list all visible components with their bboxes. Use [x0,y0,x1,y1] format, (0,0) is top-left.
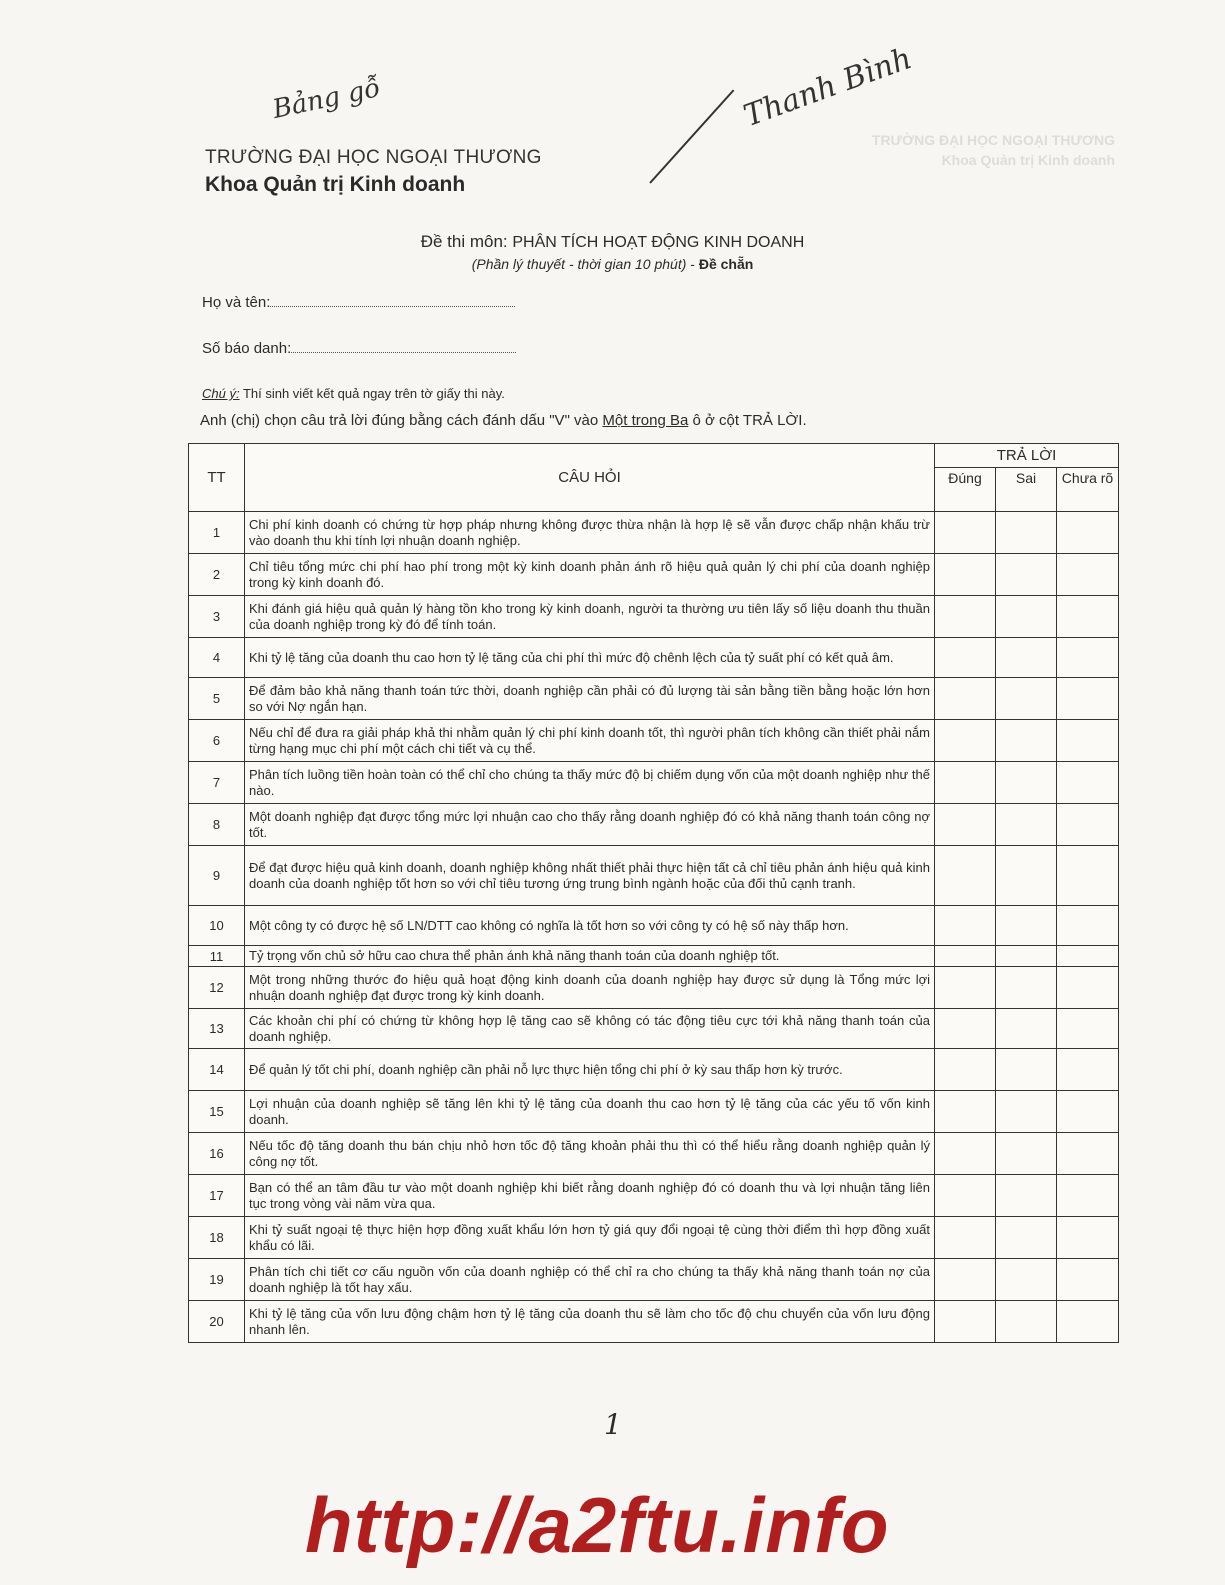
answer-unclear-cell[interactable] [1057,906,1119,946]
answer-unclear-cell[interactable] [1057,1259,1119,1301]
answer-true-cell[interactable] [935,638,996,678]
question-number: 3 [189,596,245,638]
answer-true-cell[interactable] [935,1175,996,1217]
answer-unclear-cell[interactable] [1057,846,1119,906]
question-text: Chi phí kinh doanh có chứng từ hợp pháp nhưng không được thừa nhận là hợp lệ sẽ vẫn được chấp nhận khấu trừ vào doanh thu khi tính lợi nhuận doanh nghiệp. [245,512,935,554]
answer-unclear-cell[interactable] [1057,762,1119,804]
answer-unclear-cell[interactable] [1057,1217,1119,1259]
answer-true-cell[interactable] [935,1091,996,1133]
name-field[interactable] [202,294,515,311]
answer-false-cell[interactable] [996,1133,1057,1175]
answer-false-cell[interactable] [996,678,1057,720]
answer-false-cell[interactable] [996,1301,1057,1343]
answer-true-cell[interactable] [935,1049,996,1091]
question-number: 12 [189,967,245,1009]
question-number: 1 [189,512,245,554]
answer-true-cell[interactable] [935,906,996,946]
answer-unclear-cell[interactable] [1057,720,1119,762]
question-row [189,512,1119,554]
exam-duration: (Phần lý thuyết - thời gian 10 phút) [471,256,687,272]
answer-false-cell[interactable] [996,1049,1057,1091]
question-number: 20 [189,1301,245,1343]
question-text: Phân tích chi tiết cơ cấu nguồn vốn của doanh nghiệp có thể chỉ ra cho chúng ta thấy khả năng thanh toán nợ của doanh nghiệp là tốt hay xấu. [245,1259,935,1301]
question-row [189,1301,1119,1343]
question-number: 19 [189,1259,245,1301]
col-header-true: Đúng [935,468,996,512]
question-text: Nếu tốc độ tăng doanh thu bán chịu nhỏ hơn tốc độ tăng khoản phải thu thì có thể hiểu rằng doanh nghiệp quản lý công nợ tốt. [245,1133,935,1175]
question-row [189,1133,1119,1175]
answer-false-cell[interactable] [996,1259,1057,1301]
answer-false-cell[interactable] [996,554,1057,596]
answer-false-cell[interactable] [996,846,1057,906]
question-row [189,762,1119,804]
page-number: 1 [604,1408,622,1441]
question-text: Phân tích luồng tiền hoàn toàn có thể chỉ cho chúng ta thấy mức độ bị chiếm dụng vốn của một doanh nghiệp như thế nào. [245,762,935,804]
answer-unclear-cell[interactable] [1057,678,1119,720]
ghost-line: Khoa Quản trị Kinh doanh [941,152,1115,168]
answer-unclear-cell[interactable] [1057,1009,1119,1049]
question-number: 8 [189,804,245,846]
exam-subject: PHÂN TÍCH HOẠT ĐỘNG KINH DOANH [512,234,805,251]
id-label: Số báo danh: [202,340,292,357]
answer-true-cell[interactable] [935,967,996,1009]
instruction-tail: ô ở cột TRẢ LỜI. [688,412,807,429]
answer-false-cell[interactable] [996,804,1057,846]
note-label: Chú ý: [202,386,240,401]
answer-true-cell[interactable] [935,1009,996,1049]
answer-true-cell[interactable] [935,596,996,638]
col-header-tt: TT [189,444,245,512]
question-text: Để đạt được hiệu quả kinh doanh, doanh nghiệp không nhất thiết phải thực hiện tất cả chỉ tiêu phản ánh hiệu quả kinh doanh của doanh nghiệp tốt hơn so với chỉ tiêu tương ứng trung bình ngành hoặc của đối thủ cạnh tranh. [245,846,935,906]
question-row [189,1217,1119,1259]
answer-true-cell[interactable] [935,720,996,762]
faculty-name: Khoa Quản trị Kinh doanh [205,173,466,196]
answer-true-cell[interactable] [935,946,996,967]
answer-true-cell[interactable] [935,1217,996,1259]
question-text: Khi tỷ suất ngoại tệ thực hiện hợp đồng xuất khẩu lớn hơn tỷ giá quy đổi ngoại tệ cùng thời điểm thì hợp đồng xuất khẩu có lãi. [245,1217,935,1259]
name-blank[interactable] [270,294,515,307]
note-line [202,386,505,401]
question-text: Bạn có thể an tâm đầu tư vào một doanh nghiệp khi biết rằng doanh nghiệp đó có doanh thu và lợi nhuận tăng liên tục trong vòng vài năm vừa qua. [245,1175,935,1217]
question-text: Khi tỷ lệ tăng của vốn lưu động chậm hơn tỷ lệ tăng của doanh thu sẽ làm cho tốc độ chu chuyển của vốn lưu động nhanh lên. [245,1301,935,1343]
answer-true-cell[interactable] [935,846,996,906]
question-row [189,554,1119,596]
answer-true-cell[interactable] [935,804,996,846]
signature-stroke [649,89,734,183]
question-number: 11 [189,946,245,967]
answer-false-cell[interactable] [996,946,1057,967]
question-number: 13 [189,1009,245,1049]
answer-false-cell[interactable] [996,1091,1057,1133]
answer-false-cell[interactable] [996,596,1057,638]
answer-unclear-cell[interactable] [1057,1091,1119,1133]
answer-unclear-cell[interactable] [1057,1133,1119,1175]
question-text: Một công ty có được hệ số LN/DTT cao không có nghĩa là tốt hơn so với công ty có hệ số này thấp hơn. [245,906,935,946]
answer-false-cell[interactable] [996,967,1057,1009]
question-row [189,846,1119,906]
question-text: Một trong những thước đo hiệu quả hoạt động kinh doanh của doanh nghiệp hay được sử dụng là Tổng mức lợi nhuận doanh nghiệp đạt được trong kỳ kinh doanh. [245,967,935,1009]
answer-false-cell[interactable] [996,512,1057,554]
question-row [189,946,1119,967]
question-text: Để quản lý tốt chi phí, doanh nghiệp cần phải nỗ lực thực hiện tổng chi phí ở kỳ sau thấp hơn kỳ trước. [245,1049,935,1091]
question-number: 9 [189,846,245,906]
id-field[interactable] [202,340,516,357]
handwritten-note-left: Bảng gỗ [270,73,383,125]
answer-true-cell[interactable] [935,554,996,596]
question-number: 10 [189,906,245,946]
answer-unclear-cell[interactable] [1057,946,1119,967]
answer-false-cell[interactable] [996,1175,1057,1217]
question-row [189,906,1119,946]
show-through-text [872,130,1115,170]
answer-unclear-cell[interactable] [1057,512,1119,554]
question-number: 16 [189,1133,245,1175]
watermark-url[interactable]: http://a2ftu.info [305,1481,890,1569]
question-text: Các khoản chi phí có chứng từ không hợp lệ tăng cao sẽ không có tác động tiêu cực tới khả năng thanh toán của doanh nghiệp. [245,1009,935,1049]
answer-false-cell[interactable] [996,1009,1057,1049]
question-row [189,1259,1119,1301]
answer-false-cell[interactable] [996,762,1057,804]
instruction-line [200,412,807,429]
instruction-text: Anh (chị) chọn câu trả lời đúng bằng cách đánh dấu "V" vào [200,412,603,429]
exam-subtitle-sep: - [686,256,699,272]
question-text: Một doanh nghiệp đạt được tổng mức lợi nhuận cao cho thấy rằng doanh nghiệp đó có khả năng thanh toán công nợ tốt. [245,804,935,846]
question-number: 2 [189,554,245,596]
question-number: 5 [189,678,245,720]
handwritten-signature: Thanh Bình [739,41,917,134]
exam-variant: Đề chẵn [698,256,754,272]
question-number: 14 [189,1049,245,1091]
question-row [189,804,1119,846]
answer-unclear-cell[interactable] [1057,596,1119,638]
answer-unclear-cell[interactable] [1057,1175,1119,1217]
exam-title-prefix: Đề thi môn: [420,232,513,251]
answer-true-cell[interactable] [935,512,996,554]
question-row [189,638,1119,678]
question-number: 15 [189,1091,245,1133]
answer-true-cell[interactable] [935,1259,996,1301]
id-blank[interactable] [291,340,516,353]
answer-unclear-cell[interactable] [1057,1049,1119,1091]
question-number: 7 [189,762,245,804]
question-number: 17 [189,1175,245,1217]
question-text: Lợi nhuận của doanh nghiệp sẽ tăng lên khi tỷ lệ tăng của doanh thu cao hơn tỷ lệ tăng của các yếu tố vốn kinh doanh. [245,1091,935,1133]
question-table [188,443,1119,1343]
answer-unclear-cell[interactable] [1057,554,1119,596]
question-row [189,1009,1119,1049]
name-label: Họ và tên: [202,294,271,311]
question-text: Để đảm bảo khả năng thanh toán tức thời, doanh nghiệp cần phải có đủ lượng tài sản bằng tiền bằng hoặc lớn hơn so với Nợ ngắn hạn. [245,678,935,720]
ghost-line: TRƯỜNG ĐẠI HỌC NGOẠI THƯƠNG [871,132,1115,148]
col-header-answer: TRẢ LỜI [935,444,1119,468]
question-row [189,1175,1119,1217]
answer-true-cell[interactable] [935,1301,996,1343]
question-text: Khi tỷ lệ tăng của doanh thu cao hơn tỷ lệ tăng của chi phí thì mức độ chênh lệch của tỷ suất phí có kết quả âm. [245,638,935,678]
col-header-unclear: Chưa rõ [1057,468,1119,512]
note-text: Thí sinh viết kết quả ngay trên tờ giấy thi này. [239,386,505,401]
question-number: 18 [189,1217,245,1259]
instruction-emphasis: Một trong Ba [602,412,689,429]
col-header-false: Sai [996,468,1057,512]
question-text: Chỉ tiêu tổng mức chi phí hao phí trong một kỳ kinh doanh phản ánh rõ hiệu quả quản lý chi phí của doanh nghiệp trong kỳ kinh doanh đó. [245,554,935,596]
question-rows [189,512,1119,1343]
answer-true-cell[interactable] [935,762,996,804]
exam-title [0,232,1225,252]
answer-unclear-cell[interactable] [1057,804,1119,846]
question-text: Khi đánh giá hiệu quả quản lý hàng tồn kho trong kỳ kinh doanh, người ta thường ưu tiên lấy số liệu doanh thu thuần của doanh nghiệp trong kỳ đó để tính toán. [245,596,935,638]
school-name: TRƯỜNG ĐẠI HỌC NGOẠI THƯƠNG [205,147,542,168]
answer-unclear-cell[interactable] [1057,967,1119,1009]
question-row [189,1049,1119,1091]
question-number: 4 [189,638,245,678]
answer-false-cell[interactable] [996,638,1057,678]
question-row [189,967,1119,1009]
question-number: 6 [189,720,245,762]
question-text: Nếu chỉ để đưa ra giải pháp khả thi nhằm quản lý chi phí kinh doanh tốt, thì người phân tích không cần thiết phải nắm từng hạng mục chi phí một cách chi tiết và cụ thể. [245,720,935,762]
answer-true-cell[interactable] [935,678,996,720]
question-row [189,678,1119,720]
answer-unclear-cell[interactable] [1057,1301,1119,1343]
exam-subtitle [0,256,1225,272]
col-header-question: CÂU HỎI [245,444,935,512]
question-row [189,1091,1119,1133]
question-row [189,596,1119,638]
answer-false-cell[interactable] [996,720,1057,762]
question-row [189,720,1119,762]
answer-true-cell[interactable] [935,1133,996,1175]
answer-false-cell[interactable] [996,906,1057,946]
answer-unclear-cell[interactable] [1057,638,1119,678]
answer-false-cell[interactable] [996,1217,1057,1259]
question-text: Tỷ trọng vốn chủ sở hữu cao chưa thể phản ánh khả năng thanh toán của doanh nghiệp tốt. [245,946,935,967]
